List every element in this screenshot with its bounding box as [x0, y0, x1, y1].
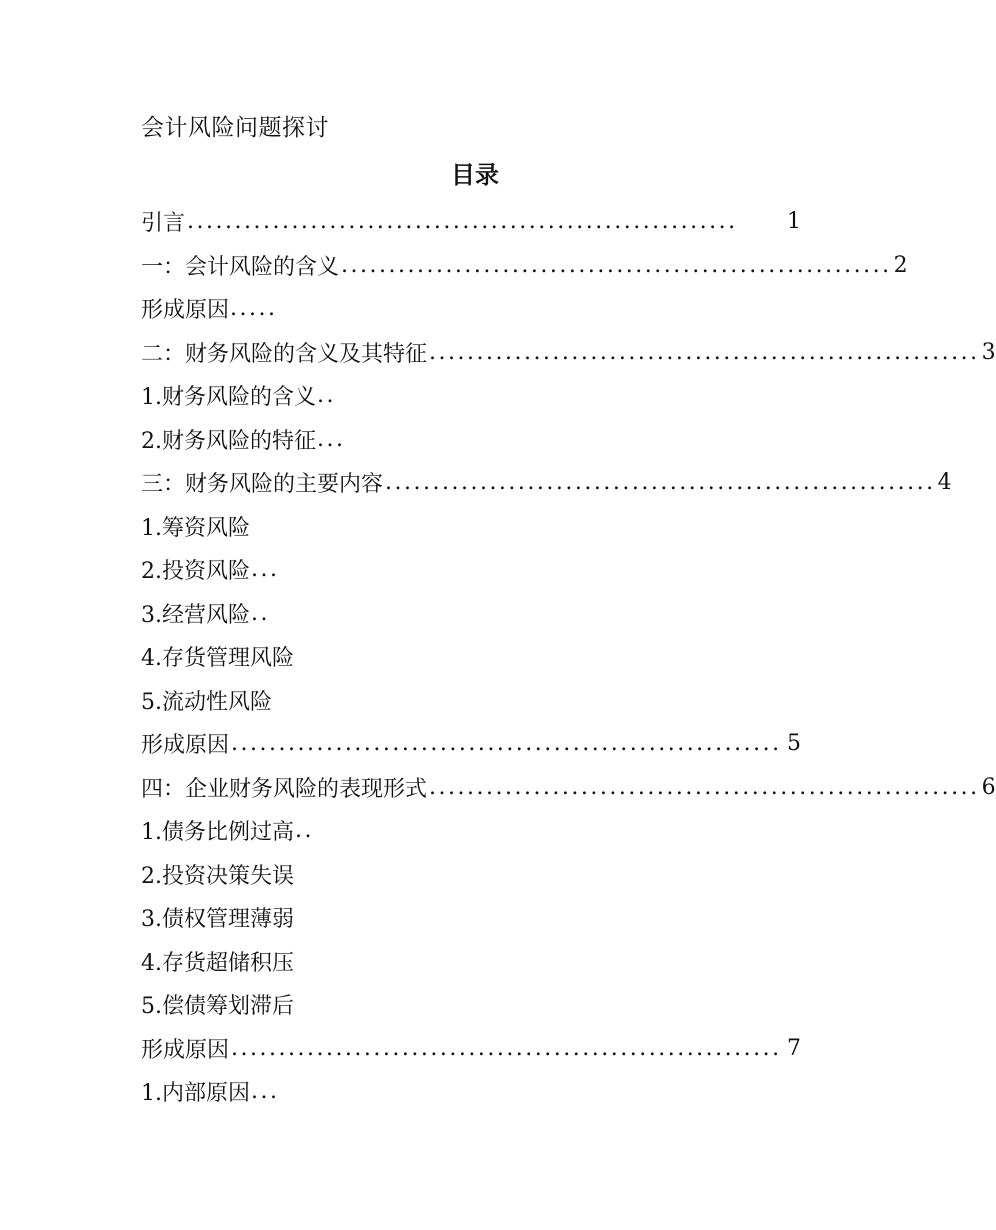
toc-entry[interactable]	[141, 374, 801, 418]
document-title: 会计风险问题探讨	[141, 115, 329, 141]
toc-entry[interactable]	[141, 635, 801, 679]
toc-entry-label: 四：企业财务风险的表现形式	[141, 776, 428, 802]
toc-dot-leader: ..........................................................	[341, 252, 892, 278]
toc-entry[interactable]	[141, 418, 801, 462]
toc-page-number: 1	[787, 209, 801, 235]
toc-entry-label: 1.筹资风险	[141, 515, 250, 541]
table-of-contents	[141, 200, 996, 1114]
toc-entry[interactable]	[141, 548, 801, 592]
toc-entry-label: 5.流动性风险	[141, 689, 272, 715]
toc-page-number: 3	[981, 339, 996, 365]
toc-entry[interactable]	[141, 1070, 801, 1114]
toc-entry-label: 1.债务比例过高	[141, 820, 294, 846]
toc-dot-leader: ..........................................................	[231, 1035, 782, 1061]
toc-entry-label: 2.财务风险的特征	[141, 428, 316, 454]
toc-dot-leader: ...	[251, 557, 280, 583]
toc-entry[interactable]	[141, 853, 801, 897]
toc-dot-leader: .....	[230, 296, 278, 322]
toc-entry-label: 形成原因	[141, 298, 230, 324]
toc-entry[interactable]	[141, 809, 801, 853]
toc-dot-leader: ..	[295, 818, 314, 844]
toc-entry[interactable]	[141, 766, 996, 810]
toc-dot-leader: ..	[317, 383, 336, 409]
toc-entry-label: 1.财务风险的含义	[141, 385, 316, 411]
toc-page-number: 6	[981, 774, 996, 800]
toc-entry[interactable]	[141, 592, 801, 636]
toc-entry[interactable]	[141, 461, 952, 505]
toc-entry[interactable]	[141, 244, 908, 288]
toc-entry-label: 3.经营风险	[141, 602, 250, 628]
toc-entry[interactable]	[141, 287, 801, 331]
toc-entry-label: 形成原因	[141, 1037, 230, 1063]
toc-entry-label: 4.存货超储积压	[141, 950, 294, 976]
toc-entry-label: 3.债权管理薄弱	[141, 907, 294, 933]
toc-entry[interactable]	[141, 896, 801, 940]
toc-dot-leader: ..........................................................	[385, 470, 936, 496]
toc-page-number: 5	[787, 731, 801, 757]
toc-entry-label: 4.存货管理风险	[141, 646, 294, 672]
toc-entry-label: 1.内部原因	[141, 1081, 250, 1107]
toc-dot-leader: ..........................................................	[429, 774, 980, 800]
toc-entry[interactable]	[141, 722, 801, 766]
toc-entry[interactable]	[141, 331, 996, 375]
toc-entry[interactable]	[141, 200, 801, 244]
toc-dot-leader: ..........................................................	[231, 731, 782, 757]
toc-dot-leader: ..	[251, 600, 270, 626]
toc-entry[interactable]	[141, 940, 801, 984]
toc-entry-label: 二：财务风险的含义及其特征	[141, 341, 428, 367]
toc-entry[interactable]	[141, 1027, 801, 1071]
toc-dot-leader: ...	[317, 426, 346, 452]
toc-entry-label: 5.偿债筹划滞后	[141, 994, 294, 1020]
toc-entry-label: 三：财务风险的主要内容	[141, 472, 384, 498]
toc-entry-label: 引言	[141, 211, 186, 237]
toc-page-number: 7	[787, 1035, 801, 1061]
toc-entry[interactable]	[141, 679, 801, 723]
toc-heading: 目录	[451, 161, 499, 189]
toc-entry-label: 一：会计风险的含义	[141, 254, 340, 280]
toc-dot-leader: ..........................................................	[429, 339, 980, 365]
toc-entry[interactable]	[141, 983, 801, 1027]
toc-page-number: 2	[893, 252, 908, 278]
toc-dot-leader: ..........................................................	[187, 209, 738, 235]
toc-entry[interactable]	[141, 505, 801, 549]
toc-entry-label: 形成原因	[141, 733, 230, 759]
toc-dot-leader: ...	[251, 1079, 280, 1105]
toc-entry-label: 2.投资风险	[141, 559, 250, 585]
toc-page-number: 4	[937, 470, 952, 496]
toc-entry-label: 2.投资决策失误	[141, 863, 294, 889]
